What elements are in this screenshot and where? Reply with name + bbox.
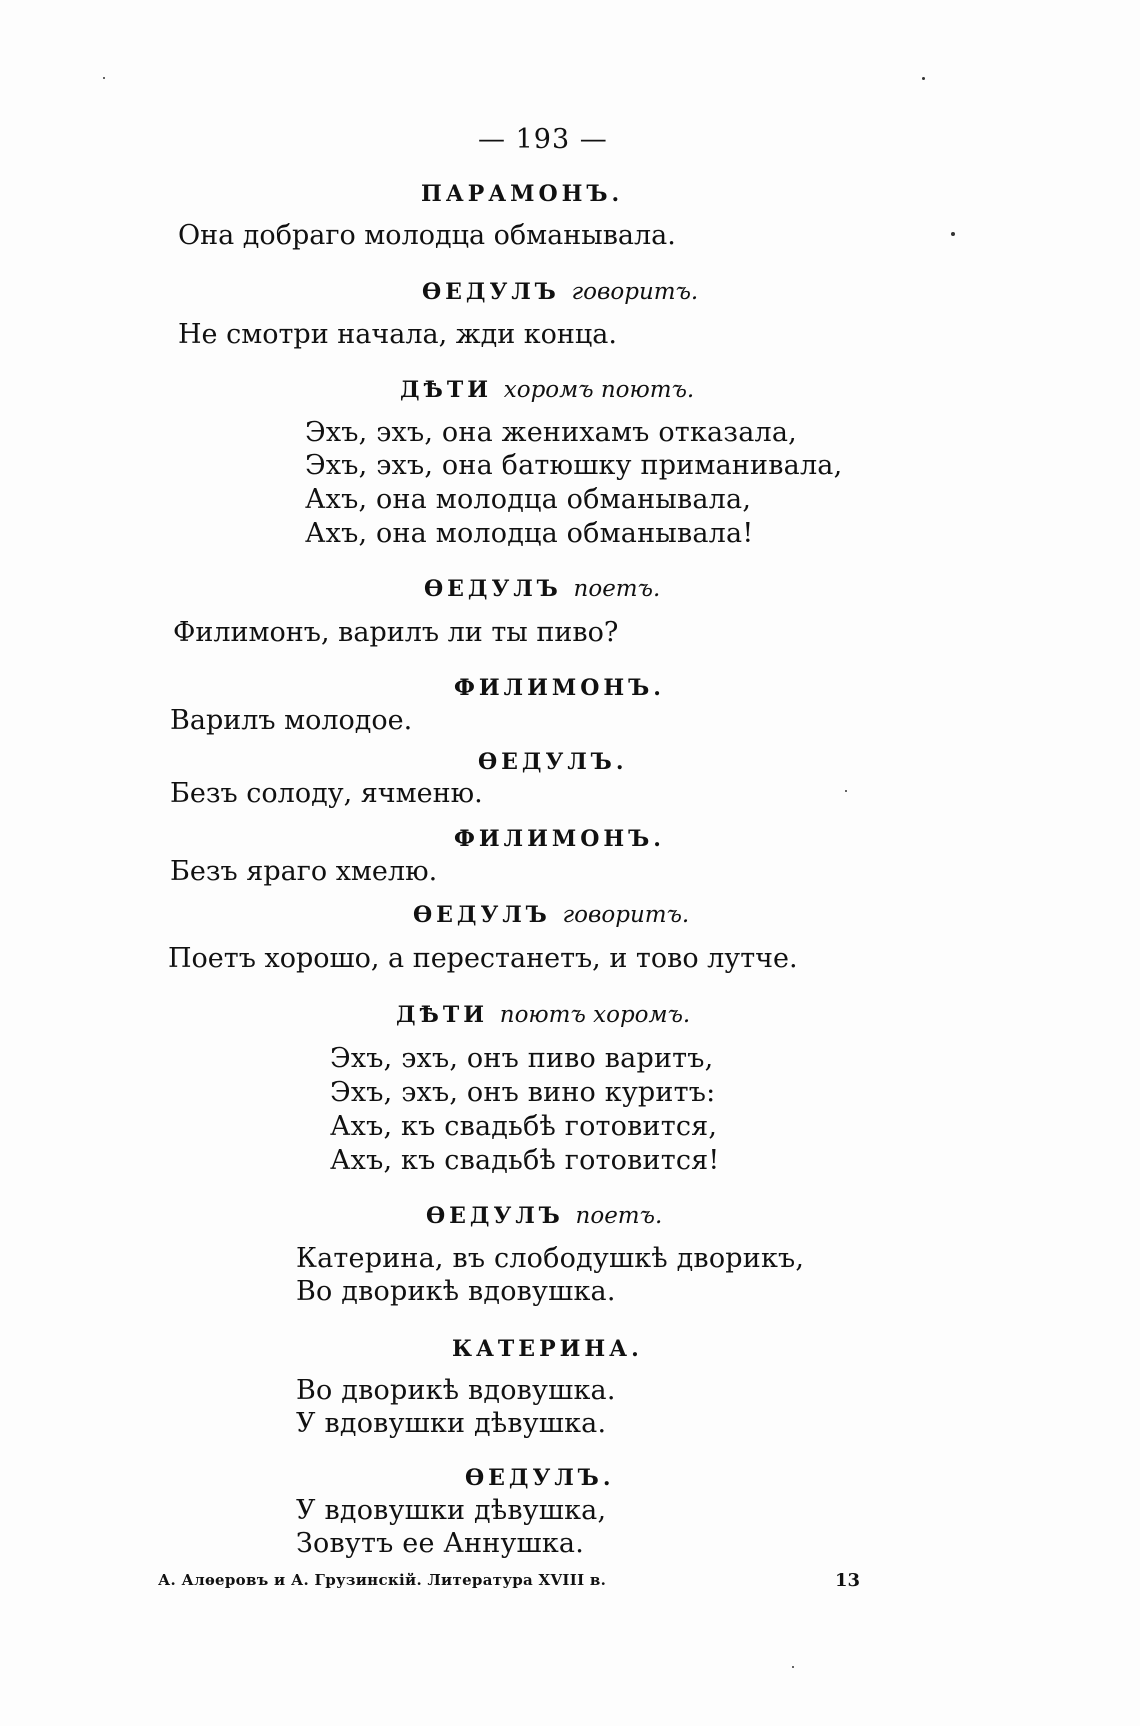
song-line: Во дворикѣ вдовушка. [296,1375,616,1406]
signature-mark: 13 [835,1570,861,1591]
song-line: Ахъ, она молодца обманывала! [305,518,754,549]
speaker-name: ѲЕДУЛЪ [426,1203,564,1229]
speaker-name: ѲЕДУЛЪ [413,902,551,928]
print-speck [792,1666,794,1668]
song-line: Эхъ, эхъ, она батюшку приманивала, [305,450,843,481]
speech-line: Не смотри начала, жди конца. [178,319,617,350]
page-number: — 193 — [478,124,608,155]
speaker-katerina [452,1338,643,1360]
speech-line: Она добраго молодца обманывала. [178,220,676,251]
speaker-filimon [454,677,665,699]
speaker-children-chorus [400,379,694,402]
print-speck [103,77,105,79]
print-speck [922,77,925,80]
speaker-name: ДѢТИ [400,377,493,403]
song-line: Катерина, въ слободушкѣ дворикъ, [296,1243,805,1274]
speaker-name: ѲЕДУЛЪ [422,279,560,305]
speaker-fedul-sings [426,1205,662,1228]
speaker-name: ѲЕДУЛЪ. [465,1465,615,1491]
speaker-children-chorus [396,1004,690,1027]
speaker-fedul [465,1467,615,1489]
song-line: Ахъ, къ свадьбѣ готовится, [330,1111,718,1142]
stage-direction: хоромъ поютъ. [503,377,695,403]
song-line: У вдовушки дѣвушка, [296,1495,607,1526]
song-line: Ахъ, къ свадьбѣ готовится! [330,1145,720,1176]
speaker-filimon [454,828,665,850]
stage-direction: поетъ. [575,1203,663,1229]
footer-citation: А. Алѳеровъ и А. Грузинскій. Литература XVIII в. [158,1571,607,1589]
song-line: Ахъ, она молодца обманывала, [305,484,752,515]
speaker-name: ѲЕДУЛЪ. [478,749,628,775]
speaker-name: ДѢТИ [396,1002,489,1028]
speaker-name: ФИЛИМОНЪ. [454,826,665,852]
speaker-paramon [421,183,623,205]
speaker-name: ПАРАМОНЪ. [421,181,624,207]
song-line: Во дворикѣ вдовушка. [296,1276,616,1307]
song-line: У вдовушки дѣвушка. [296,1408,607,1439]
speech-line: Безъ солоду, ячменю. [170,778,483,809]
speech-line: Безъ яраго хмелю. [170,856,438,887]
print-speck [951,232,955,236]
stage-direction: поютъ хоромъ. [499,1002,691,1028]
speaker-name: ѲЕДУЛЪ [424,576,562,602]
speaker-name: ФИЛИМОНЪ. [454,675,665,701]
speech-line: Варилъ молодое. [170,705,413,736]
speaker-name: КАТЕРИНА. [452,1336,643,1362]
speaker-fedul-says [422,281,698,304]
speaker-fedul-sings [424,578,660,601]
song-line: Эхъ, эхъ, онъ пиво варитъ, [330,1043,714,1074]
stage-direction: говоритъ. [562,902,690,928]
song-line: Эхъ, эхъ, онъ вино куритъ: [330,1077,716,1108]
speaker-fedul [478,751,628,773]
song-line: Эхъ, эхъ, она женихамъ отказала, [305,417,797,448]
song-line: Зовутъ ее Аннушка. [296,1528,584,1559]
stage-direction: поетъ. [573,576,661,602]
print-speck [845,790,847,792]
speech-line: Поетъ хорошо, а перестанетъ, и тово лутче. [168,943,798,974]
stage-direction: говоритъ. [571,279,699,305]
speech-line: Филимонъ, варилъ ли ты пиво? [173,617,619,648]
speaker-fedul-says [413,904,689,927]
